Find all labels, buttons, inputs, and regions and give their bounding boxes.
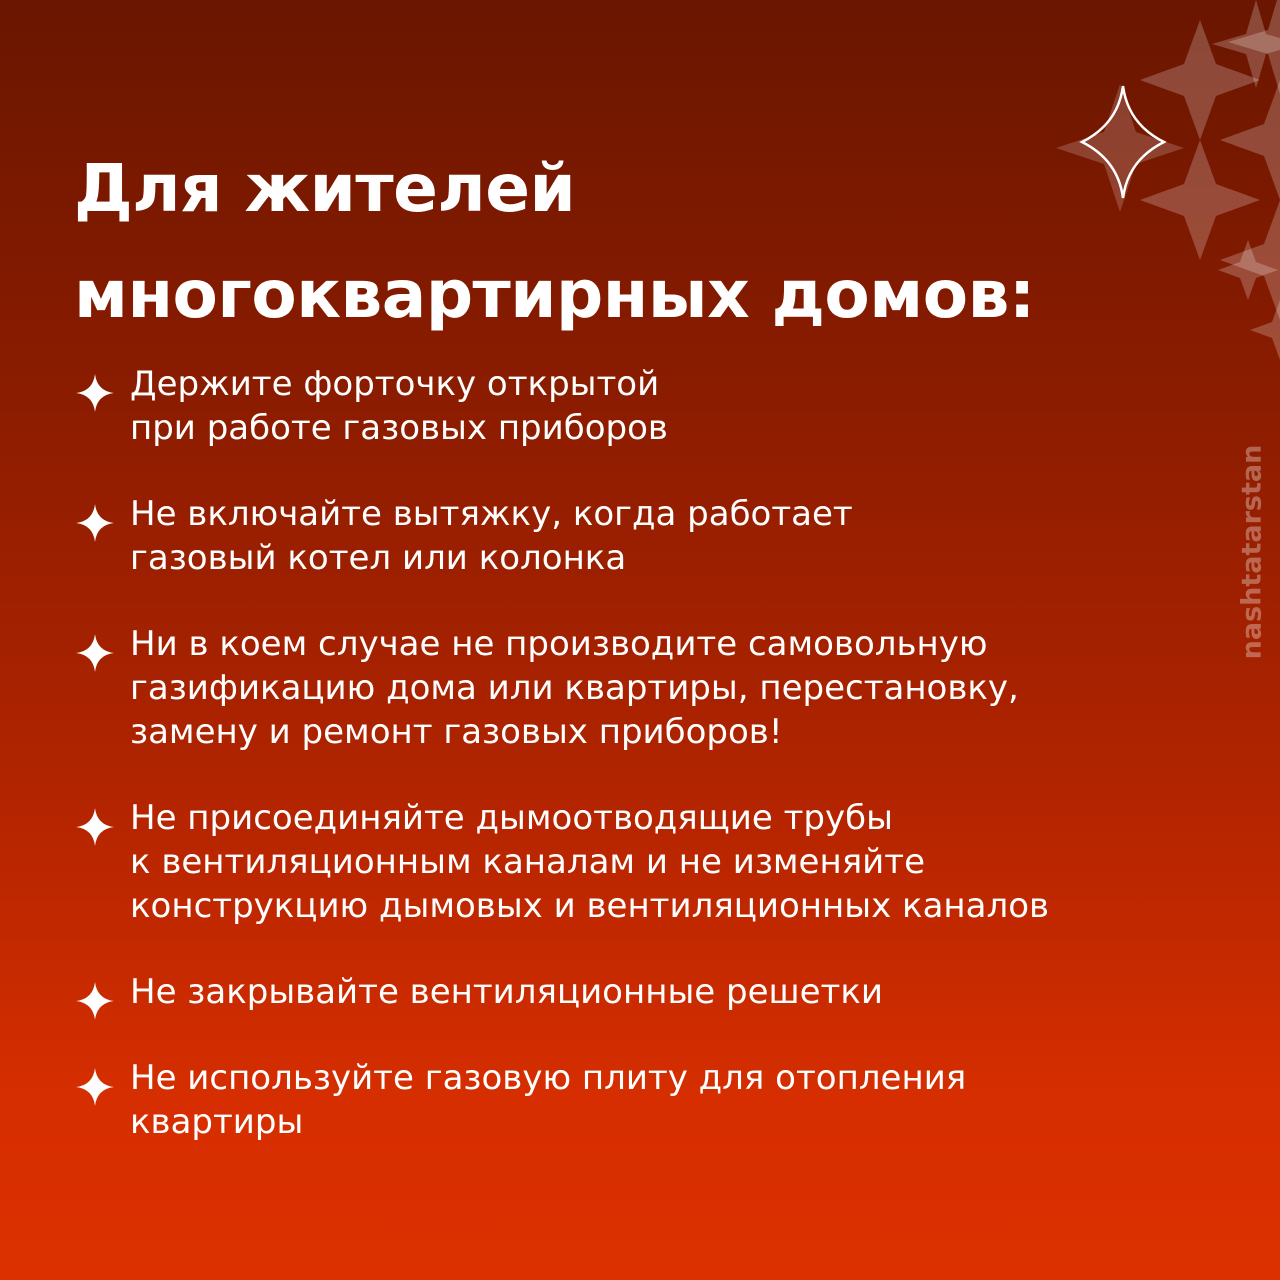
tips-list xyxy=(74,362,1214,1186)
watermark-text: nashtatarstan xyxy=(1236,444,1268,660)
list-item xyxy=(74,492,1214,580)
star-ornament-pattern xyxy=(1020,0,1280,360)
sparkle-star-icon xyxy=(74,1066,116,1108)
title-line-2: многоквартирных домов: xyxy=(74,256,1035,333)
list-item xyxy=(74,622,1214,754)
list-item xyxy=(74,796,1214,928)
title-line-1: Для жителей xyxy=(74,150,576,227)
sparkle-star-icon xyxy=(74,806,116,848)
list-item xyxy=(74,362,1214,450)
tip-text: Не включайте вытяжку, когда работает газовый котел или колонка xyxy=(130,494,853,578)
list-item xyxy=(74,1056,1214,1144)
sparkle-star-icon xyxy=(74,502,116,544)
sparkle-star-icon xyxy=(74,632,116,674)
tip-text: Не закрывайте вентиляционные решетки xyxy=(130,972,883,1012)
tip-text: Не используйте газовую плиту для отопления квартиры xyxy=(130,1058,967,1142)
sparkle-star-icon xyxy=(74,372,116,414)
tip-text: Не присоединяйте дымоотводящие трубы к вентиляционным каналам и не изменяйте конструкцию дымовых и вентиляционных каналов xyxy=(130,798,1050,926)
tip-text: Ни в коем случае не производите самовольную газификацию дома или квартиры, перестановку, замену и ремонт газовых приборов! xyxy=(130,624,1019,752)
page-title xyxy=(74,136,1035,348)
tip-text: Держите форточку открытой при работе газовых приборов xyxy=(130,364,668,448)
sparkle-star-icon xyxy=(74,980,116,1022)
list-item xyxy=(74,970,1214,1014)
